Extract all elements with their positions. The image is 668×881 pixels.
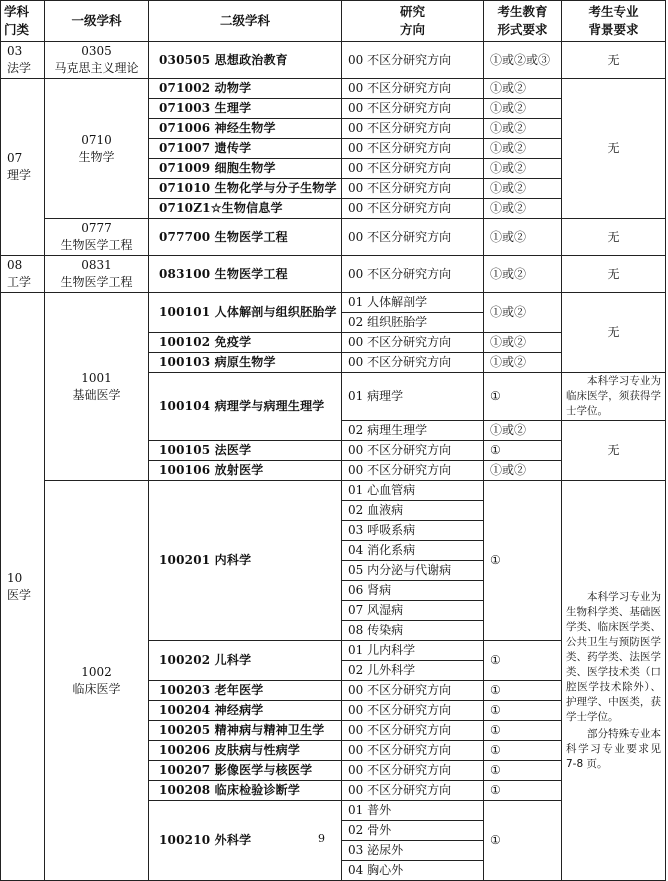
education-form-cell: ① xyxy=(484,781,562,801)
background-requirement-cell xyxy=(562,481,666,881)
direction-cell: 04 胸心外 xyxy=(342,861,484,881)
subject-cell: 100208 临床检验诊断学 xyxy=(149,781,342,801)
table-row xyxy=(1,79,666,99)
direction-cell: 00 不区分研究方向 xyxy=(342,119,484,139)
discipline-name: 生物医学工程 xyxy=(60,238,133,252)
education-form-cell: ①或② xyxy=(484,219,562,256)
education-form-cell: ① xyxy=(484,373,562,421)
direction-cell: 01 病理学 xyxy=(342,373,484,421)
direction-cell: 00 不区分研究方向 xyxy=(342,79,484,99)
discipline-code: 0710 xyxy=(81,132,112,147)
education-form-cell: ①或② xyxy=(484,119,562,139)
subject-cell: 100105 法医学 xyxy=(149,441,342,461)
education-form-cell: ①或② xyxy=(484,159,562,179)
category-name: 理学 xyxy=(7,168,32,182)
direction-cell: 00 不区分研究方向 xyxy=(342,721,484,741)
table-row xyxy=(1,293,666,313)
discipline-cell xyxy=(45,256,149,293)
education-form-cell: ① xyxy=(484,641,562,681)
direction-cell: 00 不区分研究方向 xyxy=(342,353,484,373)
discipline-name: 生物学 xyxy=(78,149,115,164)
direction-cell: 01 儿内科学 xyxy=(342,641,484,661)
background-requirement-cell: 无 xyxy=(562,293,666,373)
direction-cell: 02 血液病 xyxy=(342,501,484,521)
subject-cell: 100106 放射医学 xyxy=(149,461,342,481)
table-row xyxy=(1,42,666,79)
discipline-cell xyxy=(45,293,149,481)
discipline-code: 1001 xyxy=(81,370,112,385)
subject-cell: 100206 皮肤病与性病学 xyxy=(149,741,342,761)
education-form-cell: ①或② xyxy=(484,461,562,481)
background-requirement-cell: 无 xyxy=(562,42,666,79)
direction-cell: 00 不区分研究方向 xyxy=(342,99,484,119)
subject-cell: 100202 儿科学 xyxy=(149,641,342,681)
subject-cell: 071010 生物化学与分子生物学 xyxy=(149,179,342,199)
education-form-cell: ① xyxy=(484,741,562,761)
subject-cell: 071007 遗传学 xyxy=(149,139,342,159)
direction-cell: 00 不区分研究方向 xyxy=(342,219,484,256)
direction-cell: 08 传染病 xyxy=(342,621,484,641)
background-requirement-cell: 无 xyxy=(562,79,666,219)
direction-cell: 00 不区分研究方向 xyxy=(342,781,484,801)
category-code: 03 xyxy=(7,44,23,58)
education-form-cell: ① xyxy=(484,701,562,721)
education-form-cell: ①或② xyxy=(484,79,562,99)
direction-cell: 05 内分泌与代谢病 xyxy=(342,561,484,581)
education-form-cell: ①或② xyxy=(484,353,562,373)
direction-cell: 00 不区分研究方向 xyxy=(342,333,484,353)
direction-cell: 01 心血管病 xyxy=(342,481,484,501)
discipline-code: 1002 xyxy=(81,664,112,679)
table-row xyxy=(1,256,666,293)
category-cell xyxy=(1,79,45,256)
table-body xyxy=(1,42,666,881)
table-row xyxy=(1,481,666,501)
category-code: 10 xyxy=(7,570,23,585)
category-code: 08 xyxy=(7,258,23,272)
direction-cell: 04 消化系病 xyxy=(342,541,484,561)
discipline-code: 0305 xyxy=(81,44,112,58)
background-note: 本科学习专业为生物科学类、基础医学类、临床医学类、公共卫生与预防医学类、药学类、法医学类、医学技术类（口腔医学技术除外）、护理学、中医类，获学士学位。 xyxy=(566,590,661,723)
discipline-name: 临床医学 xyxy=(72,681,121,696)
direction-cell: 02 组织胚胎学 xyxy=(342,313,484,333)
subject-cell: 100201 内科学 xyxy=(149,481,342,641)
direction-cell: 03 泌尿外 xyxy=(342,841,484,861)
background-note: 本科学习专业为临床医学，须获得学士学位。 xyxy=(566,375,661,417)
subject-cell: 077700 生物医学工程 xyxy=(149,219,342,256)
table-header-row xyxy=(1,1,666,42)
discipline-cell xyxy=(45,42,149,79)
page-number: 9 xyxy=(318,832,325,845)
education-form-cell: ① xyxy=(484,801,562,881)
subject-cell: 030505 思想政治教育 xyxy=(149,42,342,79)
header-form: 考生教育形式要求 xyxy=(484,1,562,42)
direction-cell: 00 不区分研究方向 xyxy=(342,139,484,159)
subject-cell: 100203 老年医学 xyxy=(149,681,342,701)
direction-cell: 00 不区分研究方向 xyxy=(342,42,484,79)
direction-cell: 01 人体解剖学 xyxy=(342,293,484,313)
subject-cell: 100104 病理学与病理生理学 xyxy=(149,373,342,441)
background-requirement-cell xyxy=(562,373,666,421)
header-background: 考生专业背景要求 xyxy=(562,1,666,42)
direction-cell: 00 不区分研究方向 xyxy=(342,256,484,293)
header-subject: 二级学科 xyxy=(149,1,342,42)
direction-cell: 00 不区分研究方向 xyxy=(342,741,484,761)
category-name: 法学 xyxy=(7,61,32,75)
discipline-code: 0831 xyxy=(81,258,112,272)
direction-cell: 02 病理生理学 xyxy=(342,421,484,441)
direction-cell: 00 不区分研究方向 xyxy=(342,681,484,701)
direction-cell: 00 不区分研究方向 xyxy=(342,761,484,781)
education-form-cell: ① xyxy=(484,761,562,781)
background-requirement-cell: 无 xyxy=(562,219,666,256)
education-form-cell: ①或② xyxy=(484,139,562,159)
header-discipline: 一级学科 xyxy=(45,1,149,42)
header-direction: 研究方向 xyxy=(342,1,484,42)
category-name: 工学 xyxy=(7,275,32,289)
education-form-cell: ①或② xyxy=(484,421,562,441)
direction-cell: 00 不区分研究方向 xyxy=(342,199,484,219)
education-form-cell: ①或② xyxy=(484,256,562,293)
table-row xyxy=(1,219,666,256)
education-form-cell: ① xyxy=(484,721,562,741)
discipline-code: 0777 xyxy=(81,221,112,235)
direction-cell: 07 风湿病 xyxy=(342,601,484,621)
category-code: 07 xyxy=(7,151,23,165)
education-form-cell: ①或② xyxy=(484,293,562,333)
subject-cell: 071002 动物学 xyxy=(149,79,342,99)
direction-cell: 00 不区分研究方向 xyxy=(342,701,484,721)
discipline-cell xyxy=(45,79,149,219)
subject-cell: 100101 人体解剖与组织胚胎学 xyxy=(149,293,342,333)
background-requirement-cell: 无 xyxy=(562,256,666,293)
education-form-cell: ①或②或③ xyxy=(484,42,562,79)
background-note-extra: 部分特殊专业本科学习专业要求见 7-8 页。 xyxy=(566,727,661,770)
direction-cell: 02 骨外 xyxy=(342,821,484,841)
subject-cell: 0710Z1☆生物信息学 xyxy=(149,199,342,219)
category-cell xyxy=(1,42,45,79)
direction-cell: 00 不区分研究方向 xyxy=(342,159,484,179)
background-requirement-cell: 无 xyxy=(562,421,666,481)
discipline-cell xyxy=(45,481,149,881)
direction-cell: 00 不区分研究方向 xyxy=(342,441,484,461)
education-form-cell: ① xyxy=(484,481,562,641)
subject-cell: 083100 生物医学工程 xyxy=(149,256,342,293)
category-name: 医学 xyxy=(7,587,32,602)
subject-cell: 100102 免疫学 xyxy=(149,333,342,353)
education-form-cell: ①或② xyxy=(484,179,562,199)
discipline-name: 马克思主义理论 xyxy=(54,61,139,75)
direction-cell: 03 呼吸系病 xyxy=(342,521,484,541)
subject-cell: 071009 细胞生物学 xyxy=(149,159,342,179)
subject-cell: 100205 精神病与精神卫生学 xyxy=(149,721,342,741)
education-form-cell: ① xyxy=(484,681,562,701)
direction-cell: 01 普外 xyxy=(342,801,484,821)
education-form-cell: ①或② xyxy=(484,99,562,119)
discipline-name: 基础医学 xyxy=(72,387,121,402)
education-form-cell: ① xyxy=(484,441,562,461)
discipline-cell xyxy=(45,219,149,256)
subject-cell: 100204 神经病学 xyxy=(149,701,342,721)
education-form-cell: ①或② xyxy=(484,199,562,219)
subject-cell: 071003 生理学 xyxy=(149,99,342,119)
direction-cell: 00 不区分研究方向 xyxy=(342,179,484,199)
subject-cell: 071006 神经生物学 xyxy=(149,119,342,139)
subject-cell: 100210 外科学 xyxy=(149,801,342,881)
category-cell xyxy=(1,293,45,881)
discipline-name: 生物医学工程 xyxy=(60,275,133,289)
direction-cell: 02 儿外科学 xyxy=(342,661,484,681)
category-cell xyxy=(1,256,45,293)
subject-cell: 100207 影像医学与核医学 xyxy=(149,761,342,781)
direction-cell: 00 不区分研究方向 xyxy=(342,461,484,481)
education-form-cell: ①或② xyxy=(484,333,562,353)
subject-cell: 100103 病原生物学 xyxy=(149,353,342,373)
header-category: 学科门类 xyxy=(1,1,45,42)
direction-cell: 06 肾病 xyxy=(342,581,484,601)
